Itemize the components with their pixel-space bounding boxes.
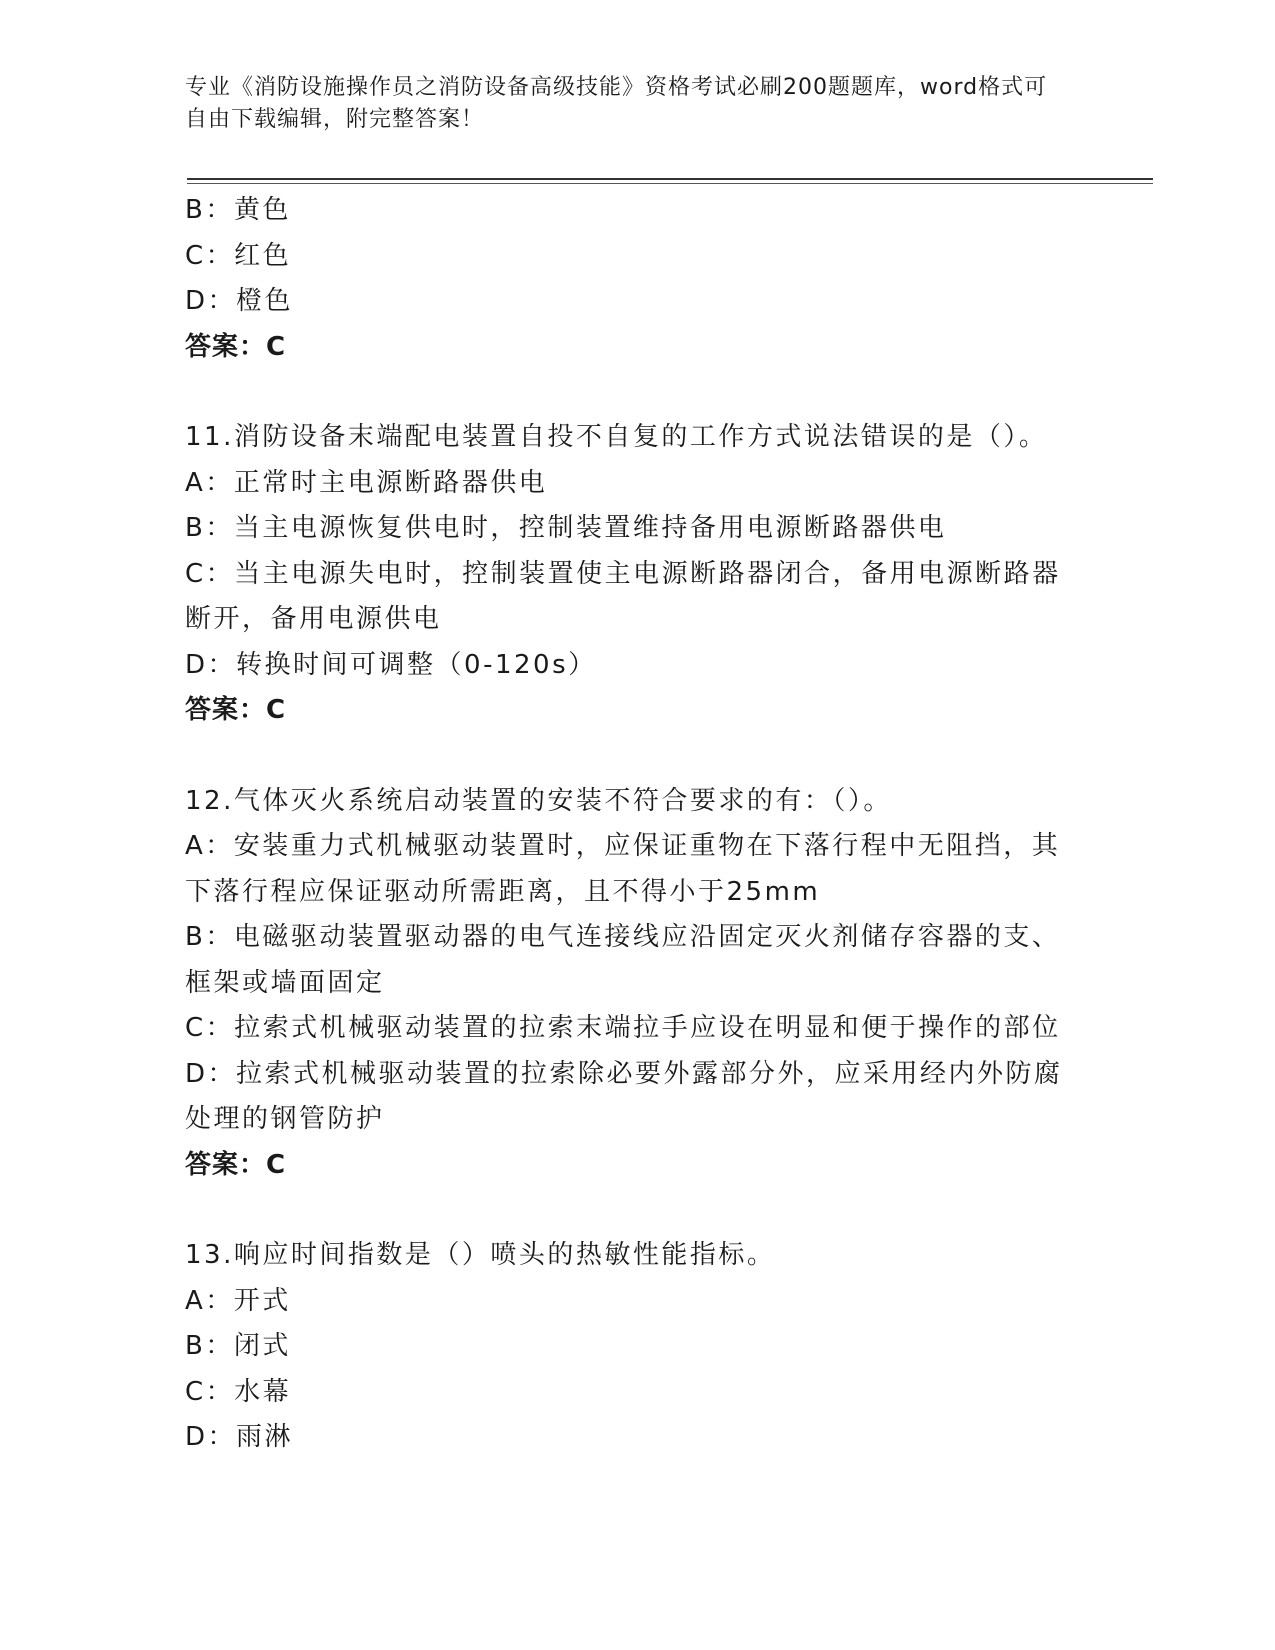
document-body — [185, 188, 1085, 1461]
option-d: D：拉索式机械驱动装置的拉索除必要外露部分外，应采用经内外防腐处理的钢管防护 — [185, 1058, 1063, 1134]
option-a: A：安装重力式机械驱动装置时，应保证重物在下落行程中无阻挡，其下落行程应保证驱动所需距离，且不得小于25mm — [185, 831, 1061, 907]
spacer — [185, 1188, 1085, 1233]
option-b: B：当主电源恢复供电时，控制装置维持备用电源断路器供电 — [185, 513, 947, 543]
question-stem: 11.消防设备末端配电装置自投不自复的工作方式说法错误的是（）。 — [185, 422, 1048, 452]
option-c: C：红色 — [185, 240, 292, 271]
answer: 答案：C — [185, 695, 287, 725]
header-rule-thick — [187, 178, 1153, 180]
option-c: C：水幕 — [185, 1376, 292, 1407]
option-b: B：电磁驱动装置驱动器的电气连接线应沿固定灭火剂储存容器的支、框架或墙面固定 — [185, 922, 1061, 998]
option-a: A：正常时主电源断路器供电 — [185, 467, 548, 498]
answer: 答案：C — [185, 1149, 287, 1180]
spacer — [185, 370, 1085, 415]
option-b: B：黄色 — [185, 195, 291, 225]
question-12 — [185, 779, 1085, 1189]
question-11 — [185, 415, 1085, 734]
option-d: D：雨淋 — [185, 1422, 294, 1452]
option-b: B：闭式 — [185, 1331, 291, 1361]
document-header: 专业《消防设施操作员之消防设备高级技能》资格考试必刷200题题库，word格式可自由下载编辑，附完整答案！ — [185, 75, 1048, 132]
question-stem: 12.气体灭火系统启动装置的安装不符合要求的有：（）。 — [185, 785, 892, 816]
header-rule-thin — [187, 183, 1153, 184]
question-13 — [185, 1233, 1085, 1461]
question-stem: 13.响应时间指数是（）喷头的热敏性能指标。 — [185, 1240, 776, 1270]
option-a: A：开式 — [185, 1285, 291, 1316]
option-d: D：橙色 — [185, 286, 294, 316]
answer: 答案：C — [185, 331, 287, 362]
option-d: D：转换时间可调整（0-120s） — [185, 649, 597, 680]
question-10-continued — [185, 188, 1085, 370]
option-c: C：拉索式机械驱动装置的拉索末端拉手应设在明显和便于操作的部位 — [185, 1013, 1061, 1043]
spacer — [185, 734, 1085, 779]
option-c: C：当主电源失电时，控制装置使主电源断路器闭合，备用电源断路器断开，备用电源供电 — [185, 558, 1061, 634]
